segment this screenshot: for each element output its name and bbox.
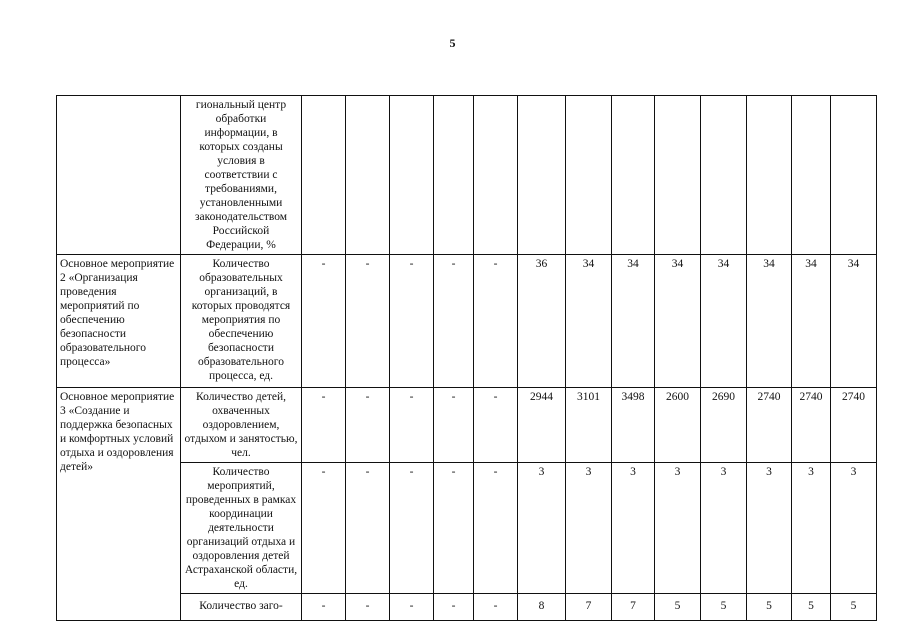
value-cell: - [346,255,390,388]
indicators-table [56,95,877,621]
value-cell: 34 [792,255,831,388]
table-row [57,388,877,463]
event-cell [57,96,181,255]
value-cell: 3 [747,463,792,594]
value-cell [518,96,566,255]
value-cell: - [390,255,434,388]
value-cell: - [474,594,518,621]
value-cell [701,96,747,255]
value-cell [612,96,655,255]
value-cell [434,96,474,255]
value-cell [302,96,346,255]
value-cell: - [474,388,518,463]
value-cell: - [390,594,434,621]
value-cell: - [302,463,346,594]
value-cell: 3 [831,463,877,594]
indicator-cell: Количество образовательных организаций, в которых проводятся мероприятия по обеспечению безопасности образовательного процесса, ед. [181,255,302,388]
value-cell: - [474,255,518,388]
value-cell [655,96,701,255]
event-cell: Основное мероприятие 2 «Организация проведения мероприятий по обеспечению безопасности образовательного процесса» [57,255,181,388]
page-number: 5 [449,36,456,50]
indicator-cell: Количество мероприятий, проведенных в рамках координации деятельности организаций отдыха и оздоровления детей Астраханской области, ед. [181,463,302,594]
value-cell: 3 [518,463,566,594]
value-cell: - [474,463,518,594]
value-cell: - [390,388,434,463]
table-body [57,96,877,621]
value-cell: - [346,594,390,621]
value-cell: 3 [792,463,831,594]
value-cell: - [434,463,474,594]
value-cell: 34 [747,255,792,388]
value-cell [792,96,831,255]
value-cell: - [302,594,346,621]
value-cell [346,96,390,255]
value-cell: - [346,463,390,594]
value-cell: - [302,388,346,463]
value-cell: 34 [831,255,877,388]
value-cell [390,96,434,255]
value-cell: 2600 [655,388,701,463]
value-cell [566,96,612,255]
value-cell: 3101 [566,388,612,463]
value-cell [747,96,792,255]
value-cell: 5 [747,594,792,621]
value-cell: 2690 [701,388,747,463]
value-cell: 3 [655,463,701,594]
value-cell: - [434,255,474,388]
value-cell: 34 [701,255,747,388]
value-cell: - [346,388,390,463]
value-cell: 5 [792,594,831,621]
value-cell: - [302,255,346,388]
event-cell: Основное мероприятие 3 «Создание и поддержка безопасных и комфортных условий отдыха и оздоровления детей» [57,388,181,621]
table-row [57,255,877,388]
value-cell: - [390,463,434,594]
indicator-cell: Количество заго- [181,594,302,621]
value-cell [474,96,518,255]
value-cell: 34 [612,255,655,388]
value-cell: 3 [566,463,612,594]
value-cell: 8 [518,594,566,621]
value-cell: 5 [701,594,747,621]
value-cell: 34 [566,255,612,388]
value-cell: 36 [518,255,566,388]
value-cell: 5 [655,594,701,621]
indicator-cell: Количество детей, охваченных оздоровлением, отдыхом и занятостью, чел. [181,388,302,463]
table-row [57,96,877,255]
value-cell: - [434,594,474,621]
value-cell: 2740 [831,388,877,463]
value-cell: 5 [831,594,877,621]
value-cell: - [434,388,474,463]
value-cell: 2740 [792,388,831,463]
value-cell: 3 [701,463,747,594]
value-cell: 2944 [518,388,566,463]
value-cell [831,96,877,255]
value-cell: 3 [612,463,655,594]
value-cell: 3498 [612,388,655,463]
value-cell: 7 [612,594,655,621]
indicator-cell: гиональный центр обработки информации, в которых созданы условия в соответствии с требованиями, установленными законодательством Российской Федерации, % [181,96,302,255]
value-cell: 7 [566,594,612,621]
value-cell: 34 [655,255,701,388]
value-cell: 2740 [747,388,792,463]
